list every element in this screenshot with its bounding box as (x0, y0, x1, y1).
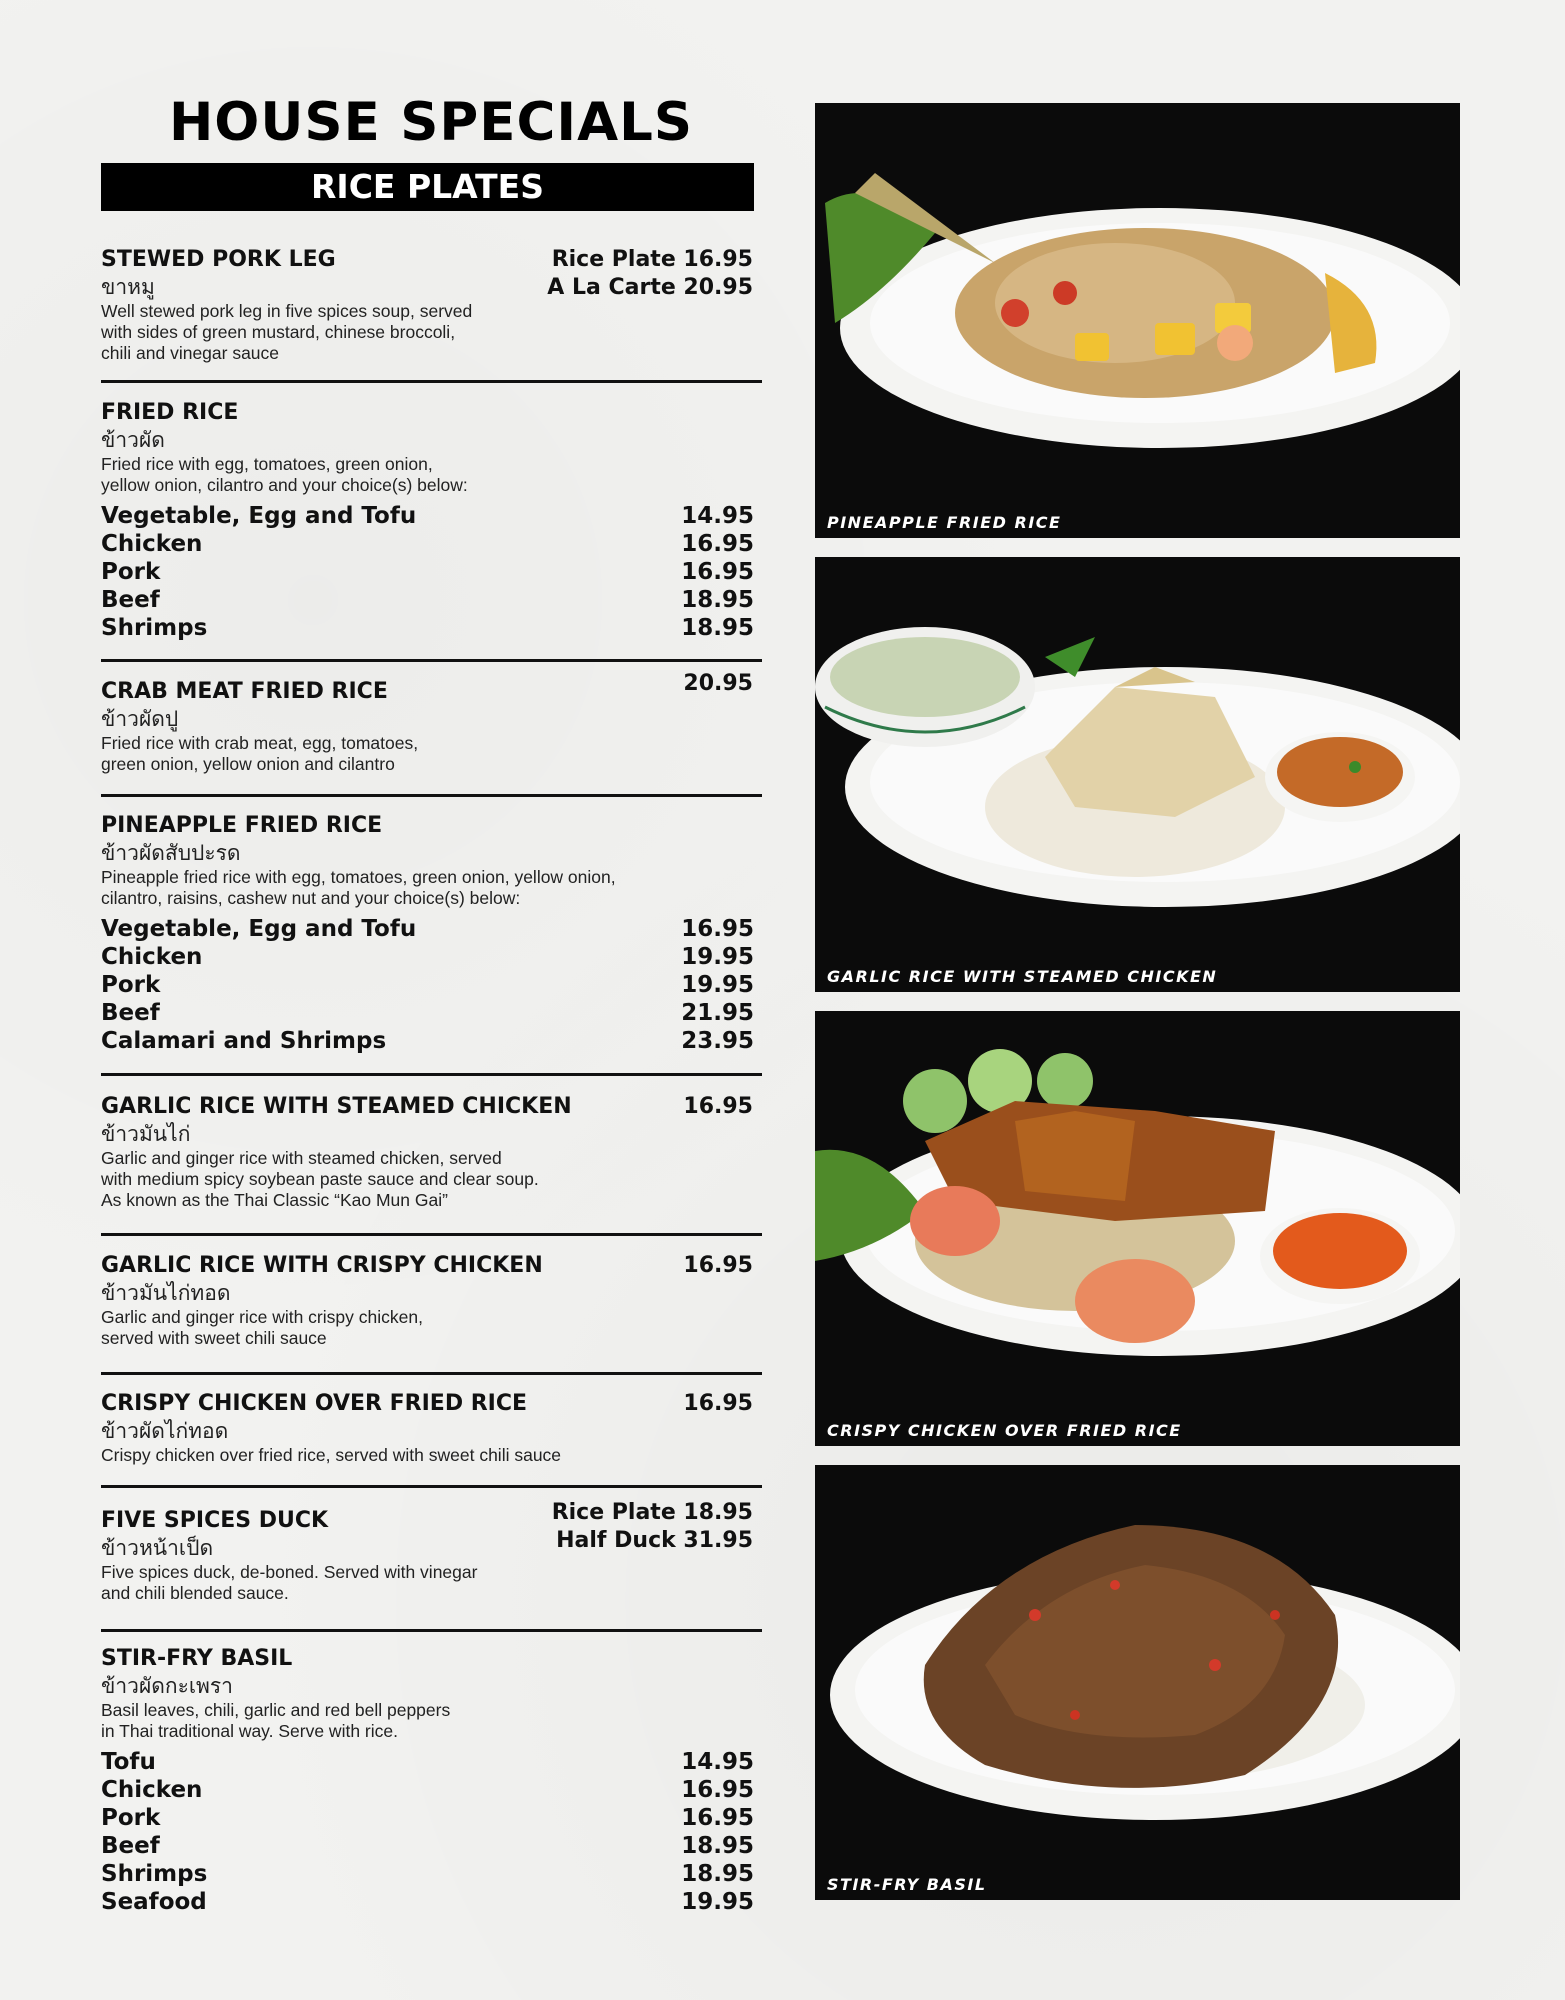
item-thai-name: ข้าวหน้าเป็ด (101, 1536, 214, 1560)
item-thai-name: ข้าวผัดไก่ทอด (101, 1419, 229, 1443)
divider (101, 659, 762, 662)
item-name: GARLIC RICE WITH STEAMED CHICKEN (101, 1094, 572, 1119)
item-thai-name: ข้าวผัดสับปะรด (101, 841, 241, 865)
item-description: Basil leaves, chili, garlic and red bell peppers in Thai traditional way. Serve with rice. (101, 1700, 451, 1741)
item-description: Garlic and ginger rice with steamed chicken, served with medium spicy soybean paste sauce and clear soup. As known as the Thai Classic “Kao Mun Gai” (101, 1148, 539, 1210)
item-price: 16.95 (683, 1391, 753, 1416)
photo-garlic-rice-steamed-chicken (815, 557, 1460, 992)
item-name: PINEAPPLE FRIED RICE (101, 813, 383, 838)
option-row: Vegetable, Egg and Tofu 14.95 (101, 503, 754, 529)
photo-pineapple-fried-rice (815, 103, 1460, 538)
item-description: Garlic and ginger rice with crispy chicken, served with sweet chili sauce (101, 1307, 423, 1348)
item-price: 16.95 (683, 1253, 753, 1278)
item-thai-name: ข้าวมันไก่ (101, 1122, 191, 1146)
option-row: Beef 18.95 (101, 587, 754, 613)
option-row: Shrimps 18.95 (101, 615, 754, 641)
item-price: 16.95 (683, 1094, 753, 1119)
option-row: Pork 16.95 (101, 1805, 754, 1831)
item-price: Rice Plate 18.95 Half Duck 31.95 (551, 1500, 753, 1553)
option-row: Calamari and Shrimps 23.95 (101, 1028, 754, 1054)
divider (101, 794, 762, 797)
option-row: Pork 19.95 (101, 972, 754, 998)
option-row: Seafood 19.95 (101, 1889, 754, 1915)
item-thai-name: ขาหมู (101, 275, 155, 299)
photo-caption: PINEAPPLE FRIED RICE (827, 513, 1062, 532)
menu-item-stewed-pork-leg (101, 246, 761, 364)
photo-caption: STIR-FRY BASIL (827, 1875, 987, 1894)
dish-illustration (815, 103, 1460, 538)
menu-item-garlic-rice-crispy-chicken (101, 1252, 761, 1349)
item-thai-name: ข้าวผัดปู (101, 707, 179, 731)
item-name: CRISPY CHICKEN OVER FRIED RICE (101, 1391, 528, 1416)
menu-item-pineapple-fried-rice (101, 812, 761, 1055)
dish-illustration (815, 1011, 1460, 1446)
item-description: Five spices duck, de-boned. Served with vinegar and chili blended sauce. (101, 1562, 478, 1603)
divider (101, 380, 762, 383)
item-thai-name: ข้าวผัดกะเพรา (101, 1674, 233, 1698)
photo-crispy-chicken-over-fried-rice (815, 1011, 1460, 1446)
item-name: STEWED PORK LEG (101, 247, 336, 272)
photo-caption: GARLIC RICE WITH STEAMED CHICKEN (827, 967, 1218, 986)
item-description: Crispy chicken over fried rice, served with sweet chili sauce (101, 1445, 562, 1465)
option-row: Beef 18.95 (101, 1833, 754, 1859)
item-price: Rice Plate 16.95 A La Carte 20.95 (547, 247, 753, 300)
item-description: Pineapple fried rice with egg, tomatoes, green onion, yellow onion, cilantro, raisins, cashew nut and your choice(s) below: (101, 867, 616, 908)
option-row: Chicken 16.95 (101, 1777, 754, 1803)
divider (101, 1372, 762, 1375)
divider (101, 1073, 762, 1076)
item-description: Fried rice with crab meat, egg, tomatoes, green onion, yellow onion and cilantro (101, 733, 419, 774)
option-row: Vegetable, Egg and Tofu 16.95 (101, 916, 754, 942)
menu-item-fried-rice (101, 399, 761, 642)
item-name: FRIED RICE (101, 400, 239, 425)
item-price: 20.95 (683, 671, 753, 696)
item-name: CRAB MEAT FRIED RICE (101, 679, 388, 704)
item-name: STIR-FRY BASIL (101, 1646, 293, 1671)
page-title: HOUSE SPECIALS (168, 92, 694, 153)
photo-caption: CRISPY CHICKEN OVER FRIED RICE (827, 1421, 1182, 1440)
option-row: Pork 16.95 (101, 559, 754, 585)
item-thai-name: ข้าวผัด (101, 428, 165, 452)
item-description: Fried rice with egg, tomatoes, green onion, yellow onion, cilantro and your choice(s) below: (101, 454, 468, 495)
item-name: FIVE SPICES DUCK (101, 1508, 329, 1533)
option-row: Beef 21.95 (101, 1000, 754, 1026)
divider (101, 1485, 762, 1488)
item-thai-name: ข้าวมันไก่ทอด (101, 1281, 231, 1305)
dish-illustration (815, 557, 1460, 992)
option-row: Chicken 19.95 (101, 944, 754, 970)
option-row: Tofu 14.95 (101, 1749, 754, 1775)
menu-item-stir-fry-basil (101, 1645, 761, 1916)
divider (101, 1629, 762, 1632)
item-name: GARLIC RICE WITH CRISPY CHICKEN (101, 1253, 543, 1278)
section-banner: RICE PLATES (101, 163, 754, 211)
item-description: Well stewed pork leg in five spices soup, served with sides of green mustard, chinese broccoli, chili and vinegar sauce (101, 301, 473, 363)
menu-item-crab-meat-fried-rice (101, 671, 761, 775)
photo-stir-fry-basil (815, 1465, 1460, 1900)
option-row: Chicken 16.95 (101, 531, 754, 557)
divider (101, 1233, 762, 1236)
menu-item-crispy-chicken-over-fried-rice (101, 1390, 761, 1466)
menu-item-five-spices-duck (101, 1500, 761, 1604)
option-row: Shrimps 18.95 (101, 1861, 754, 1887)
menu-item-garlic-rice-steamed-chicken (101, 1093, 761, 1211)
dish-illustration (815, 1465, 1460, 1900)
